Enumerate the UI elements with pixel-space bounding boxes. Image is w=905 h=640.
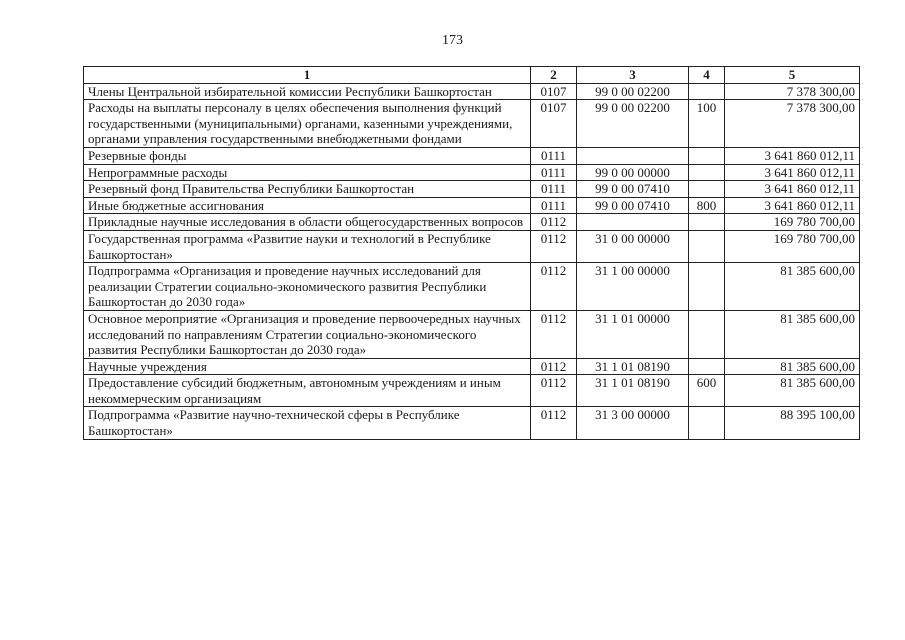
row-section-code-cell: 0107 bbox=[531, 83, 577, 100]
row-amount-cell: 3 641 860 012,11 bbox=[725, 147, 860, 164]
table-row bbox=[84, 358, 860, 375]
row-target-article-cell: 31 1 00 00000 bbox=[577, 263, 689, 311]
header-col-5: 5 bbox=[725, 67, 860, 84]
table-row bbox=[84, 147, 860, 164]
table-row bbox=[84, 164, 860, 181]
row-section-code-cell: 0107 bbox=[531, 100, 577, 148]
row-expense-type-cell bbox=[689, 310, 725, 358]
row-amount-cell: 3 641 860 012,11 bbox=[725, 197, 860, 214]
header-col-1: 1 bbox=[84, 67, 531, 84]
row-amount-cell: 81 385 600,00 bbox=[725, 358, 860, 375]
row-section-code-cell: 0111 bbox=[531, 197, 577, 214]
table-row bbox=[84, 310, 860, 358]
row-amount-cell: 169 780 700,00 bbox=[725, 230, 860, 262]
table-row bbox=[84, 375, 860, 407]
row-target-article-cell: 31 3 00 00000 bbox=[577, 407, 689, 439]
row-name-cell: Прикладные научные исследования в области общегосударственных вопросов bbox=[84, 214, 531, 231]
row-expense-type-cell bbox=[689, 181, 725, 198]
table-row bbox=[84, 263, 860, 311]
row-expense-type-cell bbox=[689, 407, 725, 439]
row-name-cell: Предоставление субсидий бюджетным, автономным учреждениям и иным некоммерческим организациям bbox=[84, 375, 531, 407]
row-name-cell: Расходы на выплаты персоналу в целях обеспечения выполнения функций государственными (муниципальными) органами, казенными учреждениями, органами управления государственными внебюджетными фондами bbox=[84, 100, 531, 148]
row-target-article-cell bbox=[577, 214, 689, 231]
row-amount-cell: 3 641 860 012,11 bbox=[725, 181, 860, 198]
row-name-cell: Научные учреждения bbox=[84, 358, 531, 375]
row-amount-cell: 7 378 300,00 bbox=[725, 83, 860, 100]
row-amount-cell: 88 395 100,00 bbox=[725, 407, 860, 439]
row-expense-type-cell bbox=[689, 263, 725, 311]
header-col-4: 4 bbox=[689, 67, 725, 84]
table-header-row bbox=[84, 67, 860, 84]
page-number: 173 bbox=[442, 33, 463, 48]
row-target-article-cell: 99 0 00 02200 bbox=[577, 83, 689, 100]
row-section-code-cell: 0111 bbox=[531, 181, 577, 198]
row-expense-type-cell bbox=[689, 358, 725, 375]
row-expense-type-cell: 800 bbox=[689, 197, 725, 214]
row-name-cell: Резервные фонды bbox=[84, 147, 531, 164]
row-section-code-cell: 0112 bbox=[531, 214, 577, 231]
row-section-code-cell: 0112 bbox=[531, 230, 577, 262]
row-name-cell: Иные бюджетные ассигнования bbox=[84, 197, 531, 214]
row-name-cell: Резервный фонд Правительства Республики Башкортостан bbox=[84, 181, 531, 198]
row-amount-cell: 81 385 600,00 bbox=[725, 375, 860, 407]
row-name-cell: Основное мероприятие «Организация и проведение первоочередных научных исследований по направлениям Стратегии социально-экономического развития Республики Башкортостан до 2030 года» bbox=[84, 310, 531, 358]
table-body bbox=[84, 83, 860, 439]
table-row bbox=[84, 100, 860, 148]
row-expense-type-cell: 100 bbox=[689, 100, 725, 148]
header-col-2: 2 bbox=[531, 67, 577, 84]
row-name-cell: Непрограммные расходы bbox=[84, 164, 531, 181]
row-section-code-cell: 0112 bbox=[531, 263, 577, 311]
header-col-3: 3 bbox=[577, 67, 689, 84]
row-name-cell: Подпрограмма «Организация и проведение научных исследований для реализации Стратегии социально-экономического развития Республики Башкортостан до 2030 года» bbox=[84, 263, 531, 311]
table-row bbox=[84, 407, 860, 439]
row-section-code-cell: 0112 bbox=[531, 375, 577, 407]
table-row bbox=[84, 214, 860, 231]
row-target-article-cell: 31 1 01 08190 bbox=[577, 375, 689, 407]
table-row bbox=[84, 197, 860, 214]
budget-table bbox=[83, 66, 860, 440]
row-name-cell: Члены Центральной избирательной комиссии Республики Башкортостан bbox=[84, 83, 531, 100]
row-section-code-cell: 0112 bbox=[531, 407, 577, 439]
table-row bbox=[84, 230, 860, 262]
row-amount-cell: 81 385 600,00 bbox=[725, 263, 860, 311]
row-amount-cell: 7 378 300,00 bbox=[725, 100, 860, 148]
row-expense-type-cell bbox=[689, 214, 725, 231]
row-target-article-cell: 99 0 00 00000 bbox=[577, 164, 689, 181]
row-amount-cell: 81 385 600,00 bbox=[725, 310, 860, 358]
table-row bbox=[84, 83, 860, 100]
row-expense-type-cell: 600 bbox=[689, 375, 725, 407]
table-row bbox=[84, 181, 860, 198]
row-target-article-cell: 99 0 00 02200 bbox=[577, 100, 689, 148]
row-target-article-cell bbox=[577, 147, 689, 164]
row-section-code-cell: 0112 bbox=[531, 310, 577, 358]
row-target-article-cell: 99 0 00 07410 bbox=[577, 181, 689, 198]
row-name-cell: Государственная программа «Развитие науки и технологий в Республике Башкортостан» bbox=[84, 230, 531, 262]
row-expense-type-cell bbox=[689, 147, 725, 164]
row-target-article-cell: 31 1 01 00000 bbox=[577, 310, 689, 358]
row-target-article-cell: 99 0 00 07410 bbox=[577, 197, 689, 214]
row-expense-type-cell bbox=[689, 230, 725, 262]
row-section-code-cell: 0111 bbox=[531, 147, 577, 164]
row-name-cell: Подпрограмма «Развитие научно-технической сферы в Республике Башкортостан» bbox=[84, 407, 531, 439]
row-section-code-cell: 0112 bbox=[531, 358, 577, 375]
row-amount-cell: 3 641 860 012,11 bbox=[725, 164, 860, 181]
row-target-article-cell: 31 1 01 08190 bbox=[577, 358, 689, 375]
row-target-article-cell: 31 0 00 00000 bbox=[577, 230, 689, 262]
row-amount-cell: 169 780 700,00 bbox=[725, 214, 860, 231]
row-expense-type-cell bbox=[689, 83, 725, 100]
row-expense-type-cell bbox=[689, 164, 725, 181]
row-section-code-cell: 0111 bbox=[531, 164, 577, 181]
